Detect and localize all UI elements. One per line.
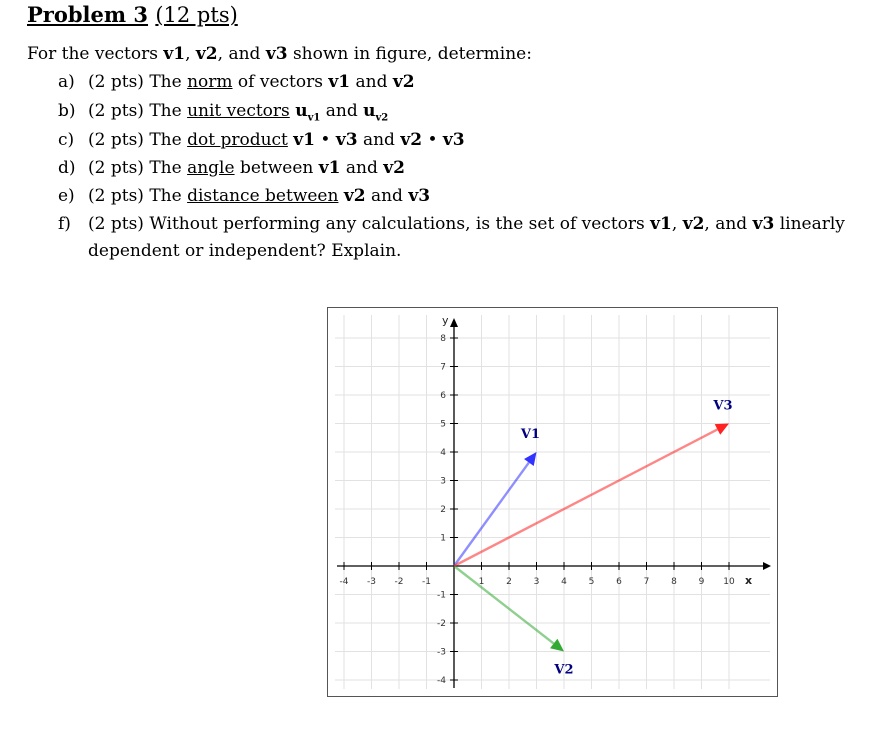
- unit-vector-u: u: [363, 101, 376, 121]
- question-text: ,: [671, 214, 683, 234]
- vector-v3: v3: [335, 130, 358, 150]
- vector-v3: v3: [408, 186, 431, 206]
- intro-sep: ,: [185, 44, 196, 64]
- question-b: [58, 101, 388, 123]
- question-text: and: [365, 186, 409, 206]
- question-text: The: [143, 101, 188, 121]
- question-term: distance between: [187, 186, 339, 206]
- problem-points: (12 pts): [155, 3, 238, 27]
- vector-v2: v2: [195, 44, 218, 64]
- y-tick-label: -4: [437, 676, 446, 686]
- vector-v3: v3: [442, 130, 465, 150]
- y-tick-label: 6: [440, 391, 446, 401]
- question-letter: f): [58, 214, 71, 234]
- problem-intro: [27, 44, 532, 64]
- vector-v1: v1: [163, 44, 186, 64]
- y-axis-label: y: [442, 314, 449, 327]
- y-tick-label: -3: [437, 647, 446, 658]
- question-points: (2 pts): [88, 214, 144, 234]
- question-a: [58, 72, 415, 92]
- vector-v1-label: V1: [520, 427, 541, 442]
- question-letter: c): [58, 130, 75, 150]
- y-tick-label: 2: [440, 505, 446, 515]
- question-letter: b): [58, 101, 76, 121]
- x-tick-label: 2: [506, 577, 512, 587]
- question-term: angle: [187, 158, 235, 178]
- question-text: and: [340, 158, 384, 178]
- y-tick-label: 8: [440, 334, 446, 344]
- question-f-continuation: dependent or independent? Explain.: [88, 241, 402, 261]
- x-tick-label: 8: [671, 577, 677, 587]
- y-tick-label: 4: [440, 448, 446, 458]
- vector-v2: v2: [400, 130, 423, 150]
- x-tick-label: 4: [561, 577, 567, 587]
- vector-plot: [327, 307, 779, 698]
- x-tick-label: -3: [367, 577, 376, 587]
- question-points: (2 pts): [88, 72, 144, 92]
- x-tick-label: 9: [698, 577, 705, 587]
- y-tick-label: 3: [440, 476, 446, 487]
- question-term: dot product: [187, 130, 288, 150]
- unit-vector-sub: v2: [375, 112, 389, 124]
- question-text: The: [143, 158, 188, 178]
- question-letter: e): [58, 186, 75, 206]
- question-points: (2 pts): [88, 186, 144, 206]
- vector-v1: v1: [318, 158, 341, 178]
- question-text: and: [350, 72, 393, 92]
- x-tick-label: -4: [339, 577, 349, 587]
- question-f: [58, 214, 845, 234]
- vector-v1: v1: [293, 130, 315, 150]
- y-tick-label: 7: [440, 362, 446, 373]
- question-text: of vectors: [232, 72, 329, 92]
- y-tick-label: 5: [440, 419, 446, 430]
- x-axis-label: x: [745, 574, 753, 587]
- vector-v1: v1: [650, 214, 672, 234]
- vector-v2: v2: [682, 214, 705, 234]
- unit-vector-sub: v1: [307, 112, 321, 124]
- y-tick-label: -2: [437, 619, 446, 629]
- vector-v2: v2: [343, 186, 366, 206]
- x-tick-label: 6: [616, 577, 622, 587]
- dot-operator: •: [315, 130, 336, 150]
- x-tick-label: 5: [588, 577, 595, 587]
- question-points: (2 pts): [88, 130, 144, 150]
- unit-vector-u: u: [295, 101, 308, 121]
- question-letter: a): [58, 72, 75, 92]
- vector-v2: v2: [392, 72, 415, 92]
- vector-v3: v3: [265, 44, 288, 64]
- x-tick-label: 3: [533, 577, 540, 587]
- dot-operator: •: [422, 130, 443, 150]
- x-tick-label: -1: [422, 577, 431, 587]
- question-points: (2 pts): [88, 101, 144, 121]
- question-text: The: [143, 130, 188, 150]
- y-tick-label: -1: [437, 590, 446, 601]
- intro-sep: , and: [217, 44, 266, 64]
- question-text: Without performing any calculations, is the set of vectors: [143, 214, 651, 234]
- intro-text: shown in figure, determine:: [287, 44, 532, 64]
- question-e: [58, 186, 430, 206]
- vector-v3-label: V3: [713, 398, 733, 414]
- x-tick-label: -2: [394, 577, 404, 587]
- question-text: between: [234, 158, 319, 178]
- question-text: The: [143, 186, 188, 206]
- question-term: unit vectors: [187, 101, 290, 121]
- x-tick-label: 7: [643, 577, 650, 587]
- question-c: [58, 130, 465, 150]
- vector-v3: v3: [752, 214, 775, 234]
- vector-v2-label: V2: [554, 662, 574, 678]
- intro-text: For the vectors: [27, 44, 164, 64]
- problem-title-text: Problem 3: [27, 2, 149, 27]
- question-d: [58, 158, 405, 178]
- question-text: linearly: [774, 214, 845, 234]
- question-text: and: [357, 130, 401, 150]
- question-letter: d): [58, 158, 76, 178]
- x-tick-label: 1: [478, 577, 485, 587]
- question-term: norm: [187, 72, 233, 92]
- y-tick-label: 1: [440, 533, 446, 544]
- question-text: The: [143, 72, 188, 92]
- problem-title: [27, 2, 238, 27]
- vector-v1: v1: [328, 72, 351, 92]
- question-text: and: [320, 101, 364, 121]
- question-points: (2 pts): [88, 158, 144, 178]
- vector-v2: v2: [383, 158, 405, 178]
- question-text: , and: [704, 214, 753, 234]
- plot-frame: [328, 308, 778, 697]
- x-tick-label: 10: [723, 577, 735, 587]
